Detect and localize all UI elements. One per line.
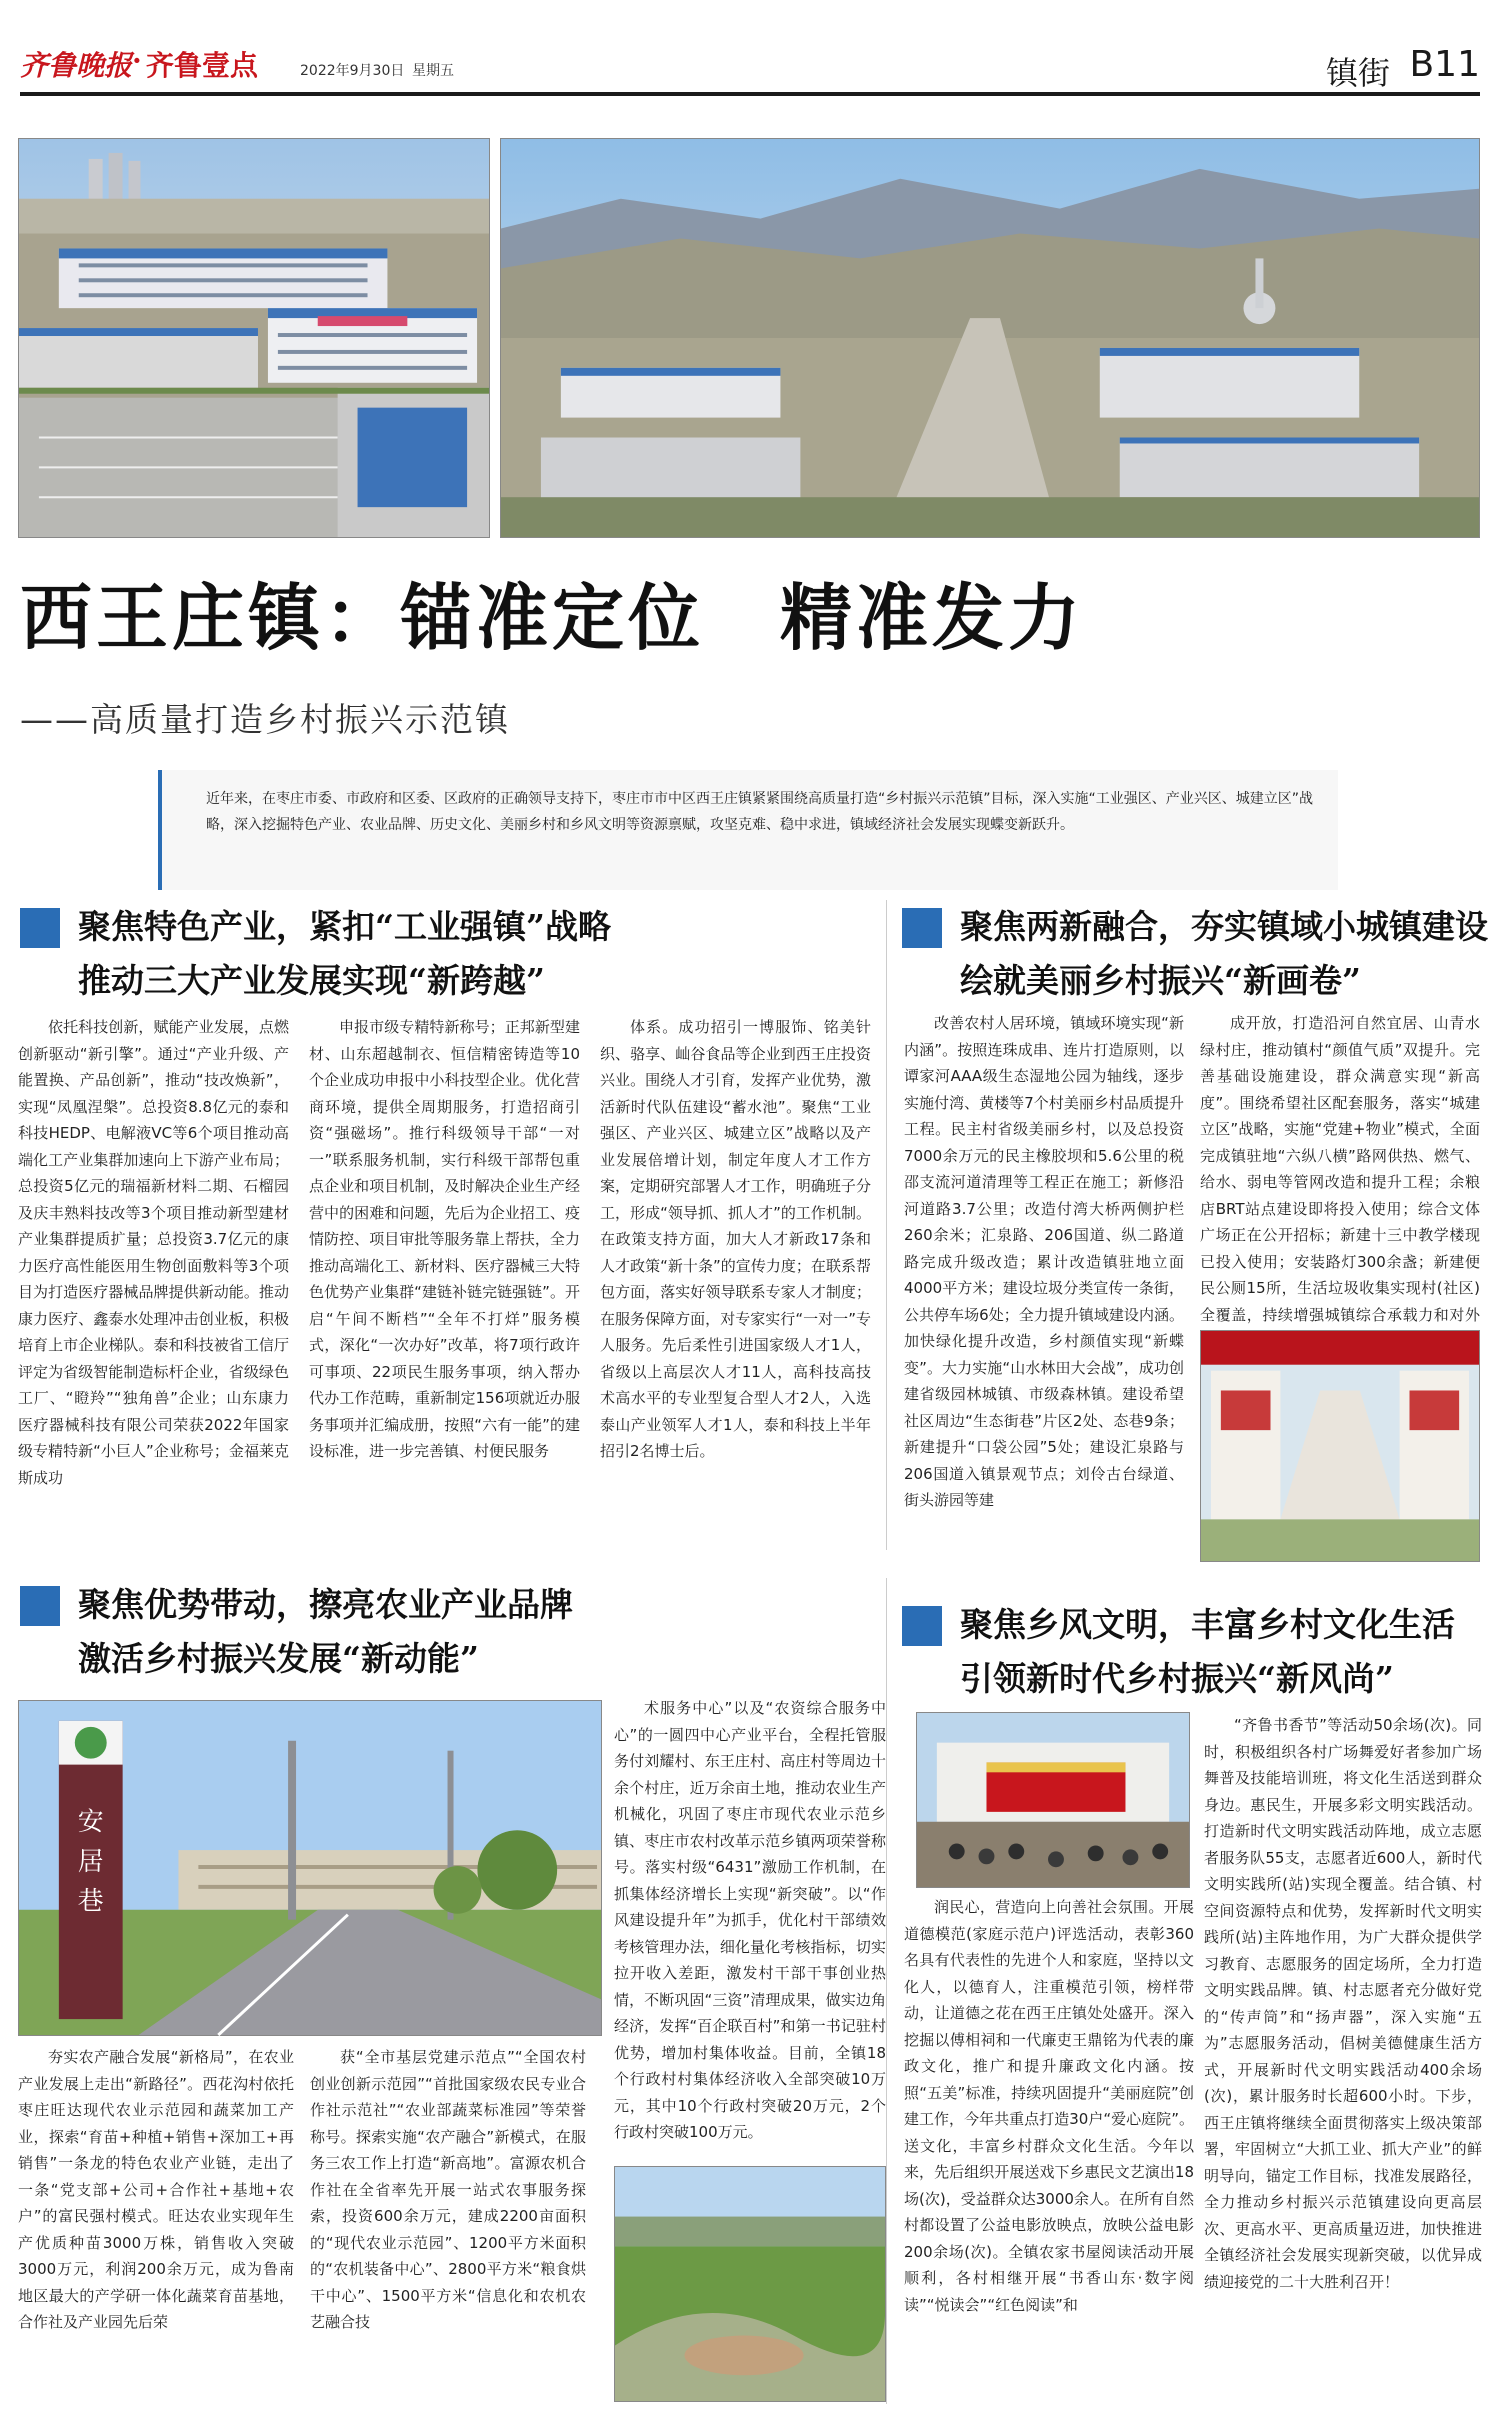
sign-char-1: 安 [77,1807,104,1838]
s3-column-right [614,1695,886,2141]
logo-separator: · [132,44,142,77]
section-marker-icon [20,1586,60,1626]
s4-col-left-text: 润民心，营造向上向善社会氛围。开展道德模范(家庭示范户)评选活动，表彰360名具有代表性的先进个人和家庭，坚持以文化人，以德育人，注重模范引领，榜样带动，让道德之花在西王庄镇处处盛开。深入挖掘以傅相祠和一代廉吏王鼎铭为代表的廉政文化，推广和提升廉政文化内涵。按照“五美”标准，持续巩固提升“美丽庭院”创建工作，今年共重点打造30户“爱心庭院”。送文化，丰富乡村群众文化生活。今年以来，先后组织开展送戏下乡惠民文艺演出18场(次)，受益群众达3000余人。在所有自然村都设置了公益电影放映点，放映公益电影200余场(次)。全镇农家书屋阅读活动开展顺利，各村相继开展“书香山东·数字阅读”“悦读会”“红色阅读”和 [904,1898,1194,2314]
masthead-rule [20,92,1480,96]
paper-logo: 齐鲁晚报 [20,49,133,82]
photo-industrial-park [18,138,490,538]
s3-col-bl1-text: 夯实农产融合发展“新格局”，在农业产业发展上走出“新路径”。西花沟村依托枣庄旺达现代农业示范园和蔬菜加工产业，探索“育苗+种植+销售+深加工+再销售”一条龙的特色农业产业链，走出了一条“党支部+公司+合作社+基地+农户”的富民强村模式。旺达农业实现年生产优质种苗3000万株，销售收入突破3000万元，利润200余万元，成为鲁南地区最大的产学研一体化蔬菜育苗基地，合作社及产业园先后荣 [18,2048,294,2331]
page-number: B11 [1409,44,1480,85]
sign-char-2: 居 [77,1847,104,1877]
photo-corridor [1200,1330,1480,1562]
section-title-line1: 聚焦乡风文明，丰富乡村文化生活 [960,1605,1455,1644]
s2-col1-text: 改善农村人居环境，镇域环境实现“新内涵”。按照连珠成串、连片打造原则，以谭家河AAA级生态湿地公园为轴线，逐步实施付湾、黄楼等7个村美丽乡村品质提升工程。民主村省级美丽乡村，以及总投资7000余万元的民主橡胶坝和5.6公里的税邵支流河道清理等工程正在施工；新修沿河道路3.7公里；改造付湾大桥两侧护栏260余米；汇泉路、206国道、纵二路道路完成升级改造；累计改造镇驻地立面4000平方米；建设垃圾分类宣传一条街，公共停车场6处；全力提升镇域建设内涵。加快绿化提升改造，乡村颜值实现“新蝶变”。大力实施“山水林田大会战”，成功创建省级园林城镇、市级森林镇。建设希望社区周边“生态街巷”片区2处、态巷9条；新建提升“口袋公园”5处；建设汇泉路与206国道入镇景观节点；刘伶古台绿道、街头游园等建 [904,1014,1184,1509]
masthead [20,40,1480,90]
s2-column-2 [1200,1010,1480,1324]
section-marker-icon [20,908,60,948]
s4-column-left [904,1894,1194,2406]
issue-weekday: 星期五 [412,63,454,79]
photo-culture-event [916,1712,1190,1888]
photo-valley-town [500,138,1480,538]
section-name: 镇街 [1325,54,1390,92]
section-heading-culture [902,1598,1455,1706]
s3-column-bottom-1 [18,2044,294,2404]
photo-anju-lane [18,1700,602,2036]
section-title-line2: 推动三大产业发展实现“新跨越” [78,961,545,1000]
lead-paragraph: 近年来，在枣庄市委、市政府和区委、区政府的正确领导支持下，枣庄市市中区西王庄镇紧紧围绕高质量打造“乡村振兴示范镇”目标，深入实施“工业强区、产业兴区、城建立区”战略，深入挖掘特色产业、农业品牌、历史文化、美丽乡村和乡风文明等资源禀赋，攻坚克难、稳中求进，镇域经济社会发展实现蝶变新跃升。 [158,770,1338,890]
section-title-line1: 聚焦特色产业，紧扣“工业强镇”战略 [78,907,611,946]
s1-col1-text: 依托科技创新，赋能产业发展，点燃创新驱动“新引擎”。通过“产业升级、产能置换、产品创新”，推动“技改焕新”，实现“凤凰涅槃”。总投资8.8亿元的泰和科技HEDP、电解液VC等6个项目推动高端化工产业集群加速向上下游产业布局；总投资5亿元的瑞福新材料二期、石榴园及庆丰熟料技改等3个项目推动新型建材产业集群提质扩量；总投资3.7亿元的康力医疗高性能医用生物创面敷料等3个项目为打造医疗器械品牌提供新动能。推动康力医疗、鑫泰水处理冲击创业板，积极培育上市企业梯队。泰和科技被省工信厅评定为省级智能制造标杆企业，省级绿色工厂、“瞪羚”“独角兽”企业；山东康力医疗器械科技有限公司荣获2022年国家级专精特新“小巨人”企业称号；金福莱克斯成功 [18,1018,289,1487]
s1-column-3 [600,1014,871,1550]
page-subheadline: ——高质量打造乡村振兴示范镇 [20,700,510,739]
s2-column-1 [904,1010,1184,1572]
section-heading-agriculture [20,1578,573,1686]
s1-column-1 [18,1014,289,1550]
s3-col-right-text: 术服务中心”以及“农资综合服务中心”的一圆四中心产业平台，全程托管服务付刘耀村、东王庄村、高庄村等周边十余个村庄，近万余亩土地，推动农业生产机械化，巩固了枣庄市现代农业示范乡镇、枣庄市农村改革示范乡镇两项荣誉称号。落实村级“6431”激励工作机制，在抓集体经济增长上实现“新突破”。以“作风建设提升年”为抓手，优化村干部绩效考核管理办法，细化量化考核指标，切实拉开收入差距，激发村干部干事创业热情，不断巩固“三资”清理成果，做实边角经济，发挥“百企联百村”和第一书记驻村优势，增加村集体收益。目前，全镇18个行政村村集体经济收入全部突破10万元，其中10个行政村突破20万元，2个行政村突破100万元。 [614,1699,886,2141]
s1-col3-text: 体系。成功招引一博服饰、铭美针织、骆享、屾谷食品等企业到西王庄投资兴业。围绕人才引育，发挥产业优势，激活新时代队伍建设“蓄水池”。聚焦“工业强区、产业兴区、城建立区”战略以及产业发展倍增计划，制定年度人才工作方案，定期研究部署人才工作，明确班子分工，形成“领导抓、抓人才”的工作机制。在政策支持方面，加大人才新政17条和人才政策“新十条”的宣传力度；在联系帮包方面，落实好领导联系专家人才制度；在服务保障方面，对专家实行“一对一”专人服务。先后柔性引进国家级人才1人，省级以上高层次人才11人，高科技高技术高水平的专业型复合型人才2人，入选泰山产业领军人才1人，泰和科技上半年招引2名博士后。 [600,1018,871,1460]
section-title-line1: 聚焦优势带动，擦亮农业产业品牌 [78,1585,573,1624]
section-title-line1: 聚焦两新融合，夯实镇域小城镇建设 [960,907,1488,946]
s4-col-right-text: “齐鲁书香节”等活动50余场(次)。同时，积极组织各村广场舞爱好者参加广场舞普及技能培训班，将文化生活送到群众身边。惠民生，开展多彩文明实践活动。打造新时代文明实践活动阵地，成立志愿者服务队55支，志愿者近600人，新时代文明实践所(站)实现全覆盖。结合镇、村空间资源特点和优势，发挥新时代文明实践所(站)主阵地作用，为广大群众提供学习教育、志愿服务的固定场所，全力打造文明实践品牌。镇、村志愿者充分做好党的“传声筒”和“扬声器”，深入实施“五为”志愿服务活动，倡树美德健康生活方式，开展新时代文明实践活动400余场(次)，累计服务时长超600小时。下步，西王庄镇将继续全面贯彻落实上级决策部署，牢固树立“大抓工业、抓大产业”的鲜明导向，锚定工作目标，找准发展路径，全力推动乡村振兴示范镇建设向更高层次、更高水平、更高质量迈进，加快推进全镇经济社会发展实现新突破，以优异成绩迎接党的二十大胜利召开！ [1204,1716,1482,2291]
column-divider [886,900,887,1550]
photo-park [614,2166,886,2402]
section-title-line2: 绘就美丽乡村振兴“新画卷” [960,961,1361,1000]
issue-date: 2022年9月30日 [300,63,405,79]
section-title-line2: 引领新时代乡村振兴“新风尚” [960,1659,1394,1698]
s1-column-2 [309,1014,580,1550]
page-headline: 西王庄镇：锚准定位 精准发力 [20,575,1085,660]
brand-logo: 齐鲁壹点 [146,49,259,82]
section-marker-icon [902,908,942,948]
s3-column-bottom-2 [310,2044,586,2404]
column-divider [886,1578,887,2404]
section-heading-town [902,900,1488,1008]
section-title-line2: 激活乡村振兴发展“新动能” [78,1639,479,1678]
section-marker-icon [902,1606,942,1646]
s4-column-right [1204,1712,1482,2406]
s1-col2-text: 申报市级专精特新称号；正邦新型建材、山东超越制衣、恒信精密铸造等10个企业成功申报中小科技型企业。优化营商环境，提供全周期服务，打造招商引资“强磁场”。推行科级领导干部“一对一”联系服务机制，实行科级干部帮包重点企业和项目机制，及时解决企业生产经营中的困难和问题，先后为企业招工、疫情防控、项目审批等服务靠上帮扶，全力推动高端化工、新材料、医疗器械三大特色优势产业集群“建链补链完链强链”。开启“午间不断档”“全年不打烊”服务模式，深化“一次办好”改革，将7项行政许可事项、22项民生服务事项，纳入帮办代办工作范畴，重新制定156项就近办服务事项并汇编成册，按照“六有一能”的建设标准，进一步完善镇、村便民服务 [309,1018,580,1460]
sign-char-3: 巷 [77,1886,104,1917]
s2-col2-text: 成开放，打造沿河自然宜居、山青水绿村庄，推动镇村“颜值气质”双提升。完善基础设施建设，群众满意实现“新高度”。围绕希望社区配套服务，落实“城建立区”战略，实施“党建+物业”模式，全面完成镇驻地“六纵八横”路网供热、燃气、给水、弱电等管网改造和提升工程；余粮店BRT站点建设即将投入使用；综合文体广场正在公开招标；新建十三中教学楼现已投入使用；安装路灯300余盏；新建便民公厕15所，生活垃圾收集实现村(社区)全覆盖，持续增强城镇综合承载力和对外 [1200,1014,1480,1324]
section-heading-industry [20,900,611,1008]
s3-col-bl2-text: 获“全市基层党建示范点”“全国农村创业创新示范园”“首批国家级农民专业合作社示范社”“农业部蔬菜标准园”等荣誉称号。探索实施“农产融合”新模式，在服务三农工作上打造“新高地”。富源农机合作社在全省率先开展一站式农事服务探索，投资600余万元，建成2200亩面积的“现代农业示范园”、1200平方米面积的“农机装备中心”、2800平方米“粮食烘干中心”、1500平方米“信息化和农机农艺融合技 [310,2048,586,2331]
